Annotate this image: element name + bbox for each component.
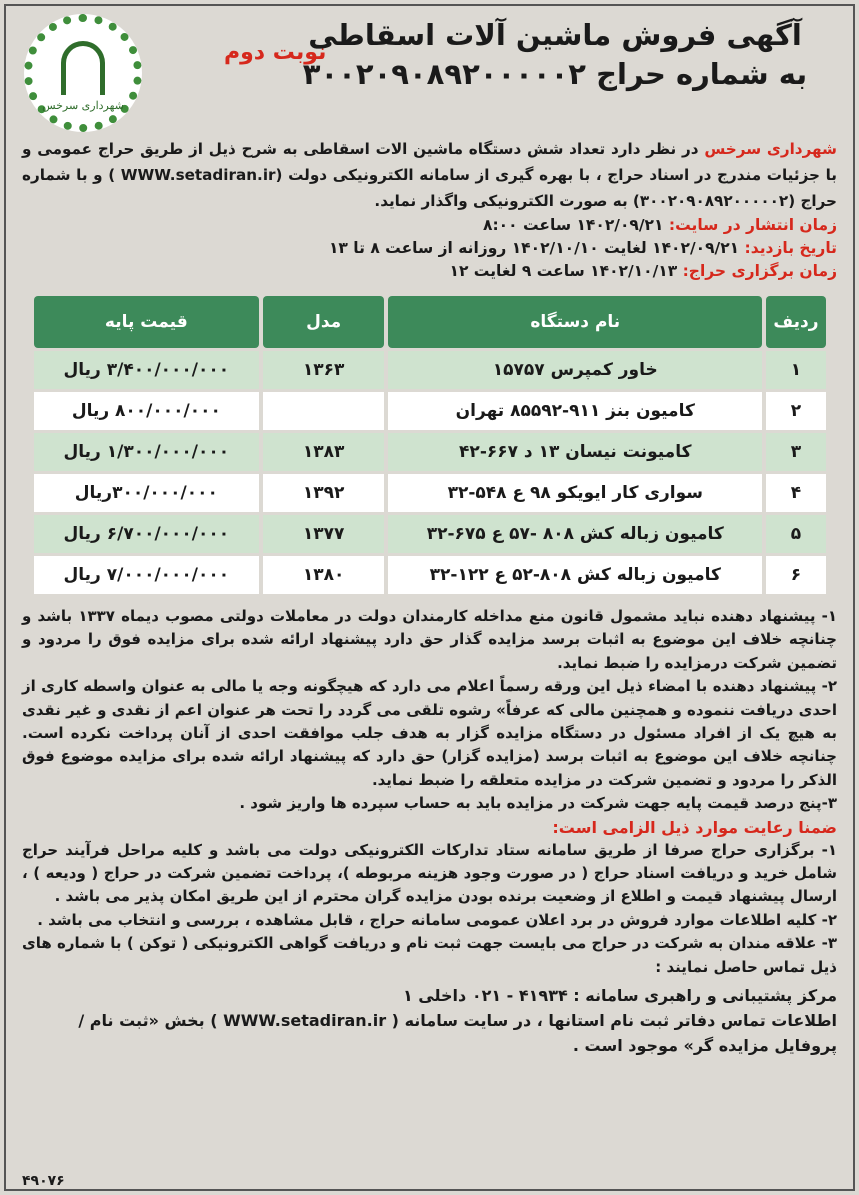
- page-title: [295, 16, 815, 94]
- registration-offices: اطلاعات تماس دفاتر ثبت نام استانها ، در سایت سامانه ( WWW.setadiran.ir ) بخش «ثبت نام / پروفایل مزایده گر» موجود است .: [78, 1011, 837, 1056]
- schedule-row: زمان برگزاری حراج: ۱۴۰۲/۱۰/۱۳ ساعت ۹ لغایت ۱۲: [449, 262, 837, 280]
- items-table: [30, 293, 830, 597]
- intro-paragraph: [22, 136, 837, 214]
- schedule-row: تاریخ بازدید: ۱۴۰۲/۰۹/۲۱ لغایت ۱۴۰۲/۱۰/۱۰ روزانه از ساعت ۸ تا ۱۳: [328, 239, 837, 257]
- header-name: نام دستگاه: [388, 296, 762, 348]
- terms: [22, 605, 837, 816]
- required-1: ۱- برگزاری حراج صرفا از طریق سامانه ستاد تدارکات الکترونیکی دولت می باشد و کلیه مراحل فرآیند حراج شامل خرید و دریافت اسناد حراج ( در صورت وجود هزینه مربوطه )، پرداخت تضمین شرکت در حراج ( ودیعه ) ، ارسال پیشنهاد قیمت و اطلاع از وضعیت برنده بودن مزایده گران محترم از این طریق امکان پذیر می باشد .: [22, 840, 837, 906]
- header-index: ردیف: [766, 296, 825, 348]
- header: [14, 10, 845, 130]
- term-1: ۱- پیشنهاد دهنده نباید مشمول قانون منع مداخله کارمندان دولت در معاملات دولتی مصوب دیماه ۱۳۳۷ باشد و چنانچه خلاف این موضوع به اثبات برسد مزایده گذار حق دارد پیشنهاد ارائه شده برای مزایده فوق را مردود و تضمین شرکت درمزایده را ضبط نماید.: [22, 607, 837, 672]
- required-items: [22, 839, 837, 979]
- table-row: ۳ کامیونت نیسان ۱۳ د ۶۶۷-۴۲ ۱۳۸۳ ۱/۳۰۰/۰۰۰/۰۰۰ ریال: [34, 433, 826, 471]
- header-price: قیمت پایه: [34, 296, 260, 348]
- required-3: ۳- علاقه مندان به شرکت در حراج می بایست جهت ثبت نام و دریافت گواهی الکترونیکی ( توکن ) با شماره های ذیل تماس حاصل نمایند :: [22, 934, 837, 976]
- table-row: ۵ کامیون زباله کش ۸۰۸ -۵۷ ع ۶۷۵-۳۲ ۱۳۷۷ ۶/۷۰۰/۰۰۰/۰۰۰ ریال: [34, 515, 826, 553]
- table-row: ۴ سواری کار ایویکو ۹۸ ع ۵۴۸-۳۲ ۱۳۹۲ ۳۰۰/۰۰۰/۰۰۰ریال: [34, 474, 826, 512]
- municipality-logo: [24, 14, 142, 132]
- title-line-2: به شماره حراج ۳۰۰۲۰۹۰۸۹۲۰۰۰۰۰۲: [302, 57, 808, 91]
- ad-number: ۴۹۰۷۶: [22, 1173, 65, 1189]
- header-model: مدل: [263, 296, 384, 348]
- support-center: مرکز پشتیبانی و راهبری سامانه : ۴۱۹۳۴ - ۰۲۱ داخلی ۱: [402, 986, 837, 1006]
- round-badge: نوبت دوم: [224, 40, 327, 65]
- table-header-row: [34, 296, 826, 348]
- table-row: ۶ کامیون زباله کش ۸۰۸-۵۲ ع ۱۲۲-۳۲ ۱۳۸۰ ۷/۰۰۰/۰۰۰/۰۰۰ ریال: [34, 556, 826, 594]
- term-3: ۳-پنج درصد قیمت پایه جهت شرکت در مزایده باید به حساب سپرده ها واریز شود .: [239, 794, 837, 813]
- table-row: ۱ خاور کمپرس ۱۵۷۵۷ ۱۳۶۳ ۳/۴۰۰/۰۰۰/۰۰۰ ریال: [34, 351, 826, 389]
- arch-emblem-icon: [61, 41, 105, 95]
- intro-org: شهرداری سرخس: [704, 140, 837, 158]
- required-2: ۲- کلیه اطلاعات موارد فروش در برد اعلان عمومی سامانه حراج ، قابل مشاهده ، بررسی و انتخاب می باشد .: [37, 910, 837, 929]
- schedule: [22, 214, 837, 283]
- contact-info: [22, 983, 837, 1058]
- logo-caption: شهرداری سرخس: [42, 98, 124, 112]
- schedule-row: زمان انتشار در سایت: ۱۴۰۲/۰۹/۲۱ ساعت ۸:۰۰: [483, 216, 837, 234]
- table-row: ۲ کامیون بنز ۹۱۱-۸۵۵۹۲ تهران ۸۰۰/۰۰۰/۰۰۰ ریال: [34, 392, 826, 430]
- required-title: ضمنا رعایت موارد ذیل الزامی است:: [552, 817, 837, 837]
- term-2: ۲- پیشنهاد دهنده با امضاء ذیل این ورقه رسماً اعلام می دارد که هیچگونه وجه یا مالی به عنوان واسطه کاری از احدی دریافت ننموده و همچنین مالی که عرفاً» رشوه تلقی می گردد را تحت هر عنوان اعم از نقدی و غیر نقدی به هیچ یک از افراد مسئول در دستگاه مزایده گزار به هدف جلب موافقت احدی از آنان پرداخت نکرده است. چنانچه خلاف این موضوع به اثبات برسد (مزایده گزار) حق دارد که پیشنهاد ارائه شده برای مزایده موضوع فوق الذکر را مردود و تضمین شرکت در مزایده متعلقه را ضبط نماید.: [22, 677, 837, 789]
- intro-text: در نظر دارد تعداد شش دستگاه ماشین الات اسقاطی به شرح ذیل از طریق حراج عمومی و با جزئیات مندرج در اسناد حراج ، با بهره گیری از سامانه الکترونیکی دولت (WWW.setadiran.ir ) و با شماره حراج (۳۰۰۲۰۹۰۸۹۲۰۰۰۰۰۲) به صورت الکترونیکی واگذار نماید.: [22, 140, 837, 210]
- title-line-1: آگهی فروش ماشین آلات اسقاطی: [308, 18, 802, 52]
